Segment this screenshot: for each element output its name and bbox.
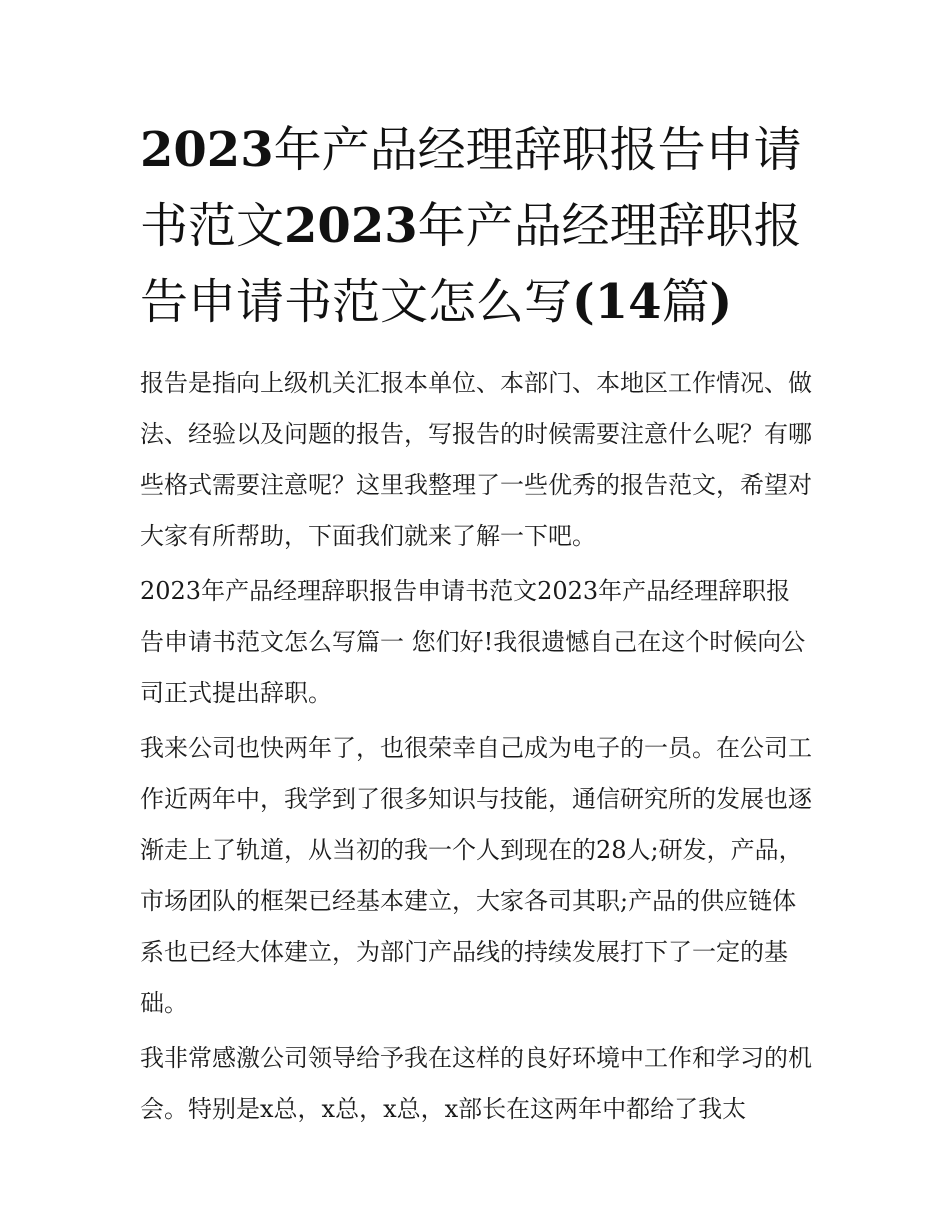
title-run: 2023: [284, 198, 418, 254]
title-run: 篇: [661, 274, 710, 330]
paragraph-work-experience: 我来公司也快两年了，也很荣幸自己成为电子的一员。在公司工作近两年中，我学到了很多知识与技能，通信研究所的发展也逐渐走上了轨道，从当初的我一个人到现在的28人;研发，产品，市场团队的框架已经基本建立，大家各司其职;产品的供应链体系也已经大体建立，为部门产品线的持续发展打下了一定的基础。: [140, 734, 812, 1017]
title-run: 年产品经理辞职报告申请书范文怎么写: [140, 198, 802, 330]
document-title: [140, 112, 812, 340]
title-run: 2023: [140, 122, 274, 178]
paragraph-intro: 报告是指向上级机关汇报本单位、本部门、本地区工作情况、做法、经验以及问题的报告，写报告的时候需要注意什么呢？有哪些格式需要注意呢？这里我整理了一些优秀的报告范文，希望对大家有所帮助，下面我们就来了解一下吧。: [140, 369, 812, 550]
paragraph-gratitude: 我非常感激公司领导给予我在这样的良好环境中工作和学习的机会。特别是x总，x总，x总，x部长在这两年中都给了我太: [140, 1044, 812, 1123]
title-run: ): [709, 274, 733, 330]
title-run: (14: [572, 274, 662, 330]
document-body: [140, 358, 812, 1135]
title-run: 年产品经理辞职报告申请书范文: [140, 122, 802, 254]
paragraph-letter-opening: 2023年产品经理辞职报告申请书范文2023年产品经理辞职报告申请书范文怎么写篇一 您们好!我很遗憾自己在这个时候向公司正式提出辞职。: [140, 577, 806, 707]
